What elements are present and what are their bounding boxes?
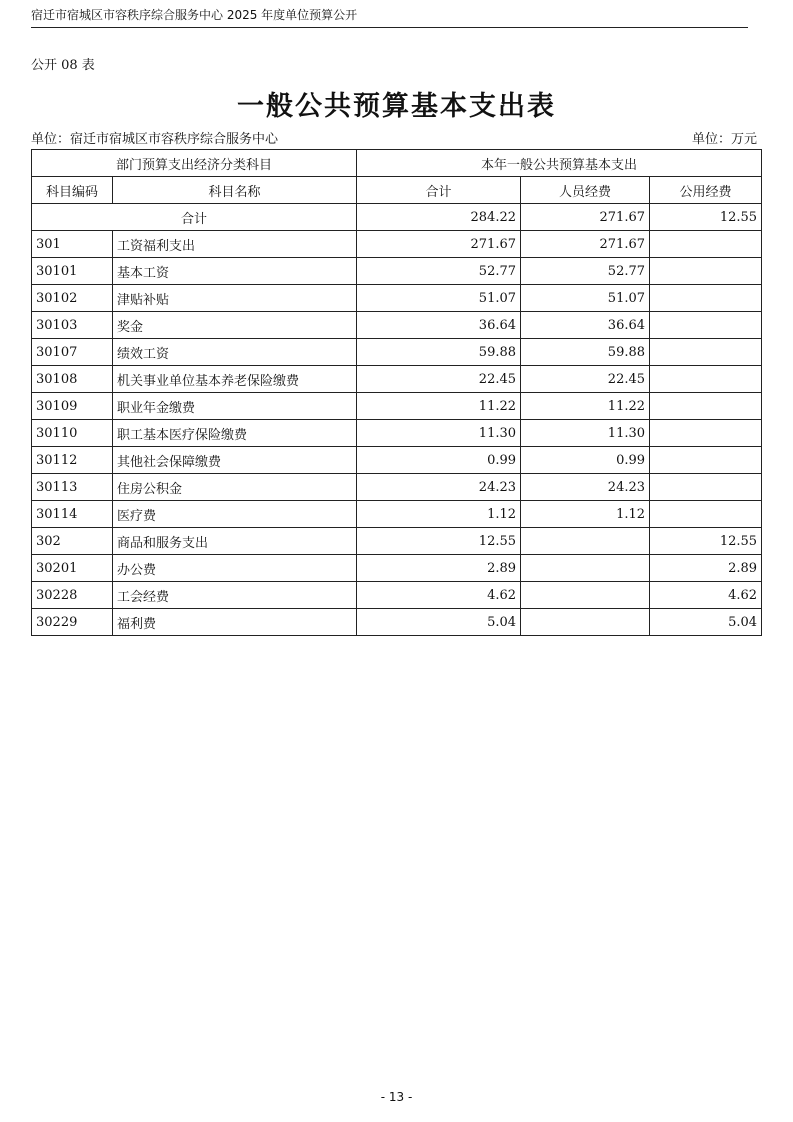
row-public: [650, 258, 762, 285]
table-row: [32, 339, 762, 366]
row-personnel: 22.45: [521, 366, 650, 393]
total-amount: 284.22: [357, 204, 521, 231]
row-code: 30113: [32, 474, 113, 501]
group-header-expenditure: 本年一般公共预算基本支出: [357, 150, 762, 177]
row-personnel: [521, 528, 650, 555]
row-total: 52.77: [357, 258, 521, 285]
row-code: 301: [32, 231, 113, 258]
row-total: 4.62: [357, 582, 521, 609]
row-public: [650, 312, 762, 339]
row-name: 奖金: [113, 312, 357, 339]
row-name: 工会经费: [113, 582, 357, 609]
row-total: 36.64: [357, 312, 521, 339]
table-column-header-row: [32, 177, 762, 204]
row-name: 津贴补贴: [113, 285, 357, 312]
row-name: 福利费: [113, 609, 357, 636]
row-total: 51.07: [357, 285, 521, 312]
table-row: [32, 285, 762, 312]
row-total: 11.22: [357, 393, 521, 420]
column-header-public: 公用经费: [650, 177, 762, 204]
row-personnel: 11.22: [521, 393, 650, 420]
row-code: 30229: [32, 609, 113, 636]
row-name: 机关事业单位基本养老保险缴费: [113, 366, 357, 393]
row-name: 基本工资: [113, 258, 357, 285]
row-name: 职业年金缴费: [113, 393, 357, 420]
column-header-personnel: 人员经费: [521, 177, 650, 204]
table-row: [32, 474, 762, 501]
row-total: 271.67: [357, 231, 521, 258]
row-code: 30109: [32, 393, 113, 420]
total-label: 合计: [32, 204, 357, 231]
row-personnel: [521, 609, 650, 636]
total-personnel: 271.67: [521, 204, 650, 231]
row-code: 30228: [32, 582, 113, 609]
row-public: [650, 285, 762, 312]
row-public: [650, 339, 762, 366]
table-row: [32, 420, 762, 447]
row-public: [650, 474, 762, 501]
form-code: 公开 08 表: [31, 58, 95, 73]
row-code: 302: [32, 528, 113, 555]
row-total: 5.04: [357, 609, 521, 636]
row-name: 绩效工资: [113, 339, 357, 366]
row-public: 2.89: [650, 555, 762, 582]
row-name: 住房公积金: [113, 474, 357, 501]
row-code: 30114: [32, 501, 113, 528]
row-total: 0.99: [357, 447, 521, 474]
row-personnel: 52.77: [521, 258, 650, 285]
row-total: 24.23: [357, 474, 521, 501]
column-header-name: 科目名称: [113, 177, 357, 204]
table-row: [32, 312, 762, 339]
row-name: 工资福利支出: [113, 231, 357, 258]
row-code: 30107: [32, 339, 113, 366]
table-row: [32, 366, 762, 393]
row-total: 59.88: [357, 339, 521, 366]
table-row: [32, 231, 762, 258]
row-personnel: 0.99: [521, 447, 650, 474]
row-name: 其他社会保障缴费: [113, 447, 357, 474]
row-code: 30110: [32, 420, 113, 447]
row-personnel: [521, 555, 650, 582]
row-code: 30112: [32, 447, 113, 474]
row-personnel: [521, 582, 650, 609]
row-personnel: 59.88: [521, 339, 650, 366]
row-personnel: 1.12: [521, 501, 650, 528]
row-code: 30101: [32, 258, 113, 285]
row-public: 4.62: [650, 582, 762, 609]
total-row: [32, 204, 762, 231]
table-row: [32, 393, 762, 420]
table-row: [32, 447, 762, 474]
row-code: 30102: [32, 285, 113, 312]
table-row: [32, 555, 762, 582]
row-name: 商品和服务支出: [113, 528, 357, 555]
row-total: 1.12: [357, 501, 521, 528]
table-row: [32, 528, 762, 555]
row-public: 12.55: [650, 528, 762, 555]
page-number: - 13 -: [380, 1090, 413, 1104]
table-row: [32, 609, 762, 636]
row-public: 5.04: [650, 609, 762, 636]
row-name: 医疗费: [113, 501, 357, 528]
row-name: 办公费: [113, 555, 357, 582]
row-personnel: 271.67: [521, 231, 650, 258]
row-total: 22.45: [357, 366, 521, 393]
budget-table: [31, 149, 762, 636]
table-row: [32, 501, 762, 528]
column-header-code: 科目编码: [32, 177, 113, 204]
row-public: [650, 366, 762, 393]
row-personnel: 11.30: [521, 420, 650, 447]
row-public: [650, 501, 762, 528]
total-public: 12.55: [650, 204, 762, 231]
column-header-total: 合计: [357, 177, 521, 204]
row-public: [650, 447, 762, 474]
row-name: 职工基本医疗保险缴费: [113, 420, 357, 447]
row-personnel: 51.07: [521, 285, 650, 312]
row-public: [650, 393, 762, 420]
running-header: 宿迁市宿城区市容秩序综合服务中心 2025 年度单位预算公开: [31, 8, 358, 22]
row-public: [650, 231, 762, 258]
row-total: 11.30: [357, 420, 521, 447]
group-header-classification: 部门预算支出经济分类科目: [32, 150, 357, 177]
header-divider: [31, 27, 748, 28]
table-group-header-row: [32, 150, 762, 177]
row-code: 30103: [32, 312, 113, 339]
page-title: 一般公共预算基本支出表: [237, 91, 556, 122]
row-personnel: 36.64: [521, 312, 650, 339]
row-public: [650, 420, 762, 447]
table-row: [32, 582, 762, 609]
row-code: 30201: [32, 555, 113, 582]
table-row: [32, 258, 762, 285]
row-personnel: 24.23: [521, 474, 650, 501]
unit-measure: 单位：万元: [691, 132, 757, 147]
row-total: 2.89: [357, 555, 521, 582]
row-total: 12.55: [357, 528, 521, 555]
row-code: 30108: [32, 366, 113, 393]
unit-name: 单位：宿迁市宿城区市容秩序综合服务中心: [31, 132, 279, 147]
